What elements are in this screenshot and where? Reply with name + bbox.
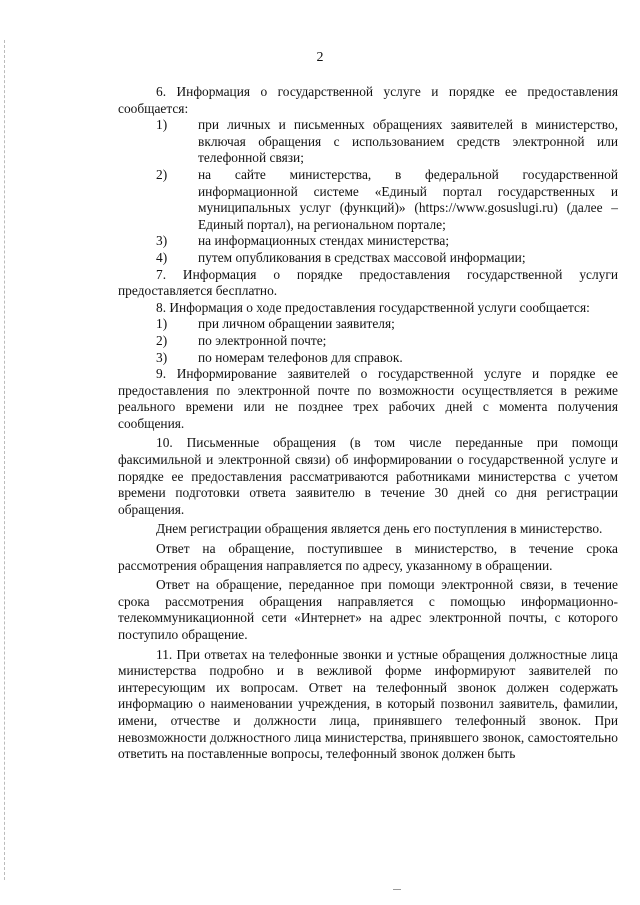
list-number: 3): [156, 349, 168, 365]
scan-edge-mark: [4, 40, 6, 880]
list-number: 2): [156, 166, 168, 182]
document-body: [118, 84, 618, 763]
list-number: 1): [156, 117, 168, 133]
list-text: при личных и письменных обращениях заявителей в министерство, включая обращения с использованием средств электронной или телефонной связи;: [198, 117, 618, 166]
paragraph-10-answer-email: Ответ на обращение, переданное при помощи электронной связи, в течение срока рассмотрения обращения направляется с помощью информационно-телекоммуникационной сети «Интернет» на адрес электронной почты, с которого поступило обращение.: [118, 577, 618, 642]
list-item: [118, 350, 618, 367]
paragraph-8: 8. Информация о ходе предоставления государственной услуги сообщается:: [156, 299, 590, 315]
list-number: 2): [156, 332, 168, 348]
page-number: 2: [316, 50, 324, 65]
scan-bottom-mark: [393, 889, 401, 890]
list-number: 3): [156, 233, 168, 249]
paragraph-9: 9. Информирование заявителей о государственной услуге и порядке ее предоставления по электронной почте по возможности осуществляется в режиме реального времени или не позднее трех рабочих дней с момента получения сообщения.: [118, 366, 618, 431]
list-item: [118, 333, 618, 350]
list-item: [118, 117, 618, 167]
list-text: по номерам телефонов для справок.: [198, 349, 403, 365]
list-item: [118, 250, 618, 267]
list-text: на информационных стендах министерства;: [198, 233, 450, 249]
list-text: путем опубликования в средствах массовой информации;: [198, 249, 526, 265]
list-text: при личном обращении заявителя;: [198, 316, 395, 332]
paragraph-6: 6. Информация о государственной услуге и порядке ее предоставления сообщается:: [118, 84, 618, 116]
list-text: на сайте министерства, в федеральной государственной информационной системе «Единый портал государственных и муниципальных услуг (функций)» (https://www.gosuslugi.ru) (далее – Единый портал), на региональном портале;: [198, 166, 618, 232]
paragraph-10-registration: Днем регистрации обращения является день его поступления в министерство.: [156, 521, 603, 537]
list-number: 1): [156, 316, 168, 332]
paragraph-7: 7. Информация о порядке предоставления государственной услуги предоставляется бесплатно.: [118, 266, 618, 299]
list-number: 4): [156, 249, 168, 265]
paragraph-10: 10. Письменные обращения (в том числе переданные при помощи факсимильной и электронной связи) об информировании о государственной услуге и порядке ее предоставления рассматриваются работниками министерства с учетом времени подготовки ответа заявителю в течение 30 дней со дня регистрации обращения.: [118, 435, 618, 517]
paragraph-11: 11. При ответах на телефонные звонки и устные обращения должностные лица министерства подробно и в вежливой форме информируют заявителей по интересующим их вопросам. Ответ на телефонный звонок должен содержать информацию о наименовании учреждения, в который позвонил заявитель, фамилии, имени, отчестве и должности лица, принявшего телефонный звонок. При невозможности должностного лица министерства, принявшего звонок, самостоятельно ответить на поставленные вопросы, телефонный звонок должен быть: [118, 646, 618, 762]
paragraph-10-answer-address: Ответ на обращение, поступившее в министерство, в течение срока рассмотрения обращения направляется по адресу, указанному в обращении.: [118, 541, 618, 573]
list-item: [118, 316, 618, 333]
list-item: [118, 233, 618, 250]
list-text: по электронной почте;: [198, 332, 327, 348]
list-item: [118, 167, 618, 233]
